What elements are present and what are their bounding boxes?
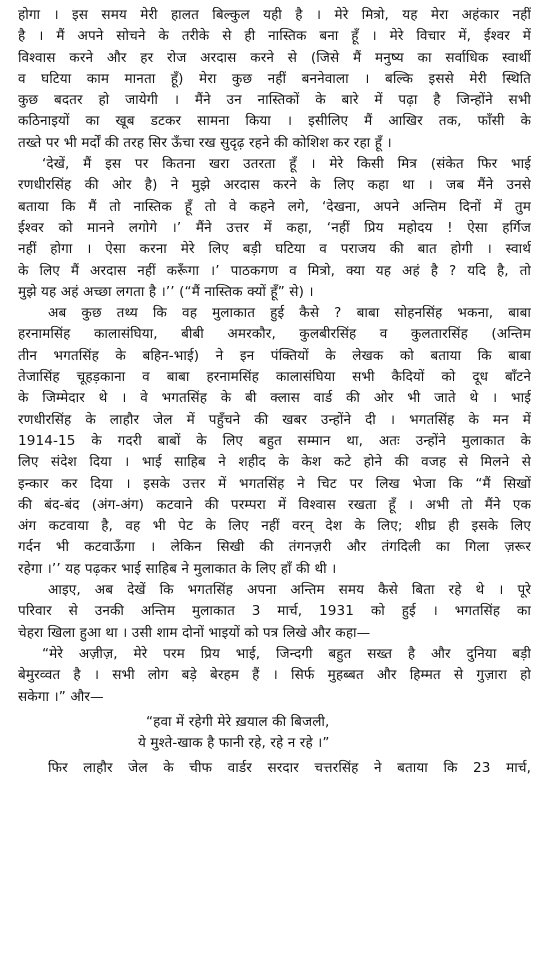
paragraph-atheism-reflection [18,5,531,154]
text-line: कठिनाइयों का खूब डटकर सामना किया । इसीलिए मैं आखिर तक, फाँसी के [18,113,531,130]
verse-line: ये मुश्ते-खाक है फानी रहे, रहे न रहे ।” [138,735,330,752]
text-line: के लिए मैं अरदास नहीं करूँगा ।’ पाठकगण व मित्रो, क्या यह अहं है ? यदि है, तो [18,262,531,279]
text-line: सकेगा ।” और— [18,688,104,705]
text-line: विश्वास करने और हर रोज अरदास करने से (जिसे मैं मनुष्य का सर्वाधिक स्वार्थी [18,49,531,66]
text-line: 1914-15 के गदरी बाबों के लिए बहुत सम्मान था, अतः उन्होंने मुलाकात के [18,432,531,449]
text-line: चेहरा खिला हुआ था । उसी शाम दोनों भाइयों को पत्र लिखे और कहा— [18,624,371,641]
text-line: लिए संदेश दिया । भाई साहिब ने शहीद के केश कटे होने की वजह से मिलने से [18,454,531,471]
text-line: तख्ते पर भी मर्दों की तरह सिर ऊँचा रख सुदृढ़ रहने की कोशिश कर रहा हूँ । [18,134,392,151]
text-line: बताया कि मैं तो नास्तिक हूँ तो वे कहने लगे, ‘देखना, अपने अन्तिम दिनों में तुम [18,198,531,215]
text-line: रणधीरसिंह की ओर है) ने मुझे अरदास करने के लिए कहा था । जब मैंने उनसे [18,177,531,194]
text-line: कुछ बदतर हो जायेगी । मैंने उन नास्तिकों के बारे में पढ़ा है जिन्होंने सभी [18,92,531,109]
text-line: तेजासिंह चूहड़काना व बाबा हरनामसिंह कालासंघिया सभी कैदियों को दूध बाँटने [18,369,531,386]
text-line: फिर लाहौर जेल के चीफ वार्डर सरदार चत्तरसिंह ने बताया कि 23 मार्च, [48,760,531,777]
paragraph-last-meeting [18,580,531,644]
paragraph-letter-quote [18,644,531,708]
text-line: तीन भगतसिंह के बहिन-भाई) ने इन पंक्तियों के लेखक को बताया कि बाबा [18,347,531,364]
text-line: “मेरे अज़ीज़, मेरे परम प्रिय भाई, जिन्दगी बहुत सख्त है और दुनिया बड़ी [42,645,531,662]
verse-line: “हवा में रहेगी मेरे ख़याल की बिजली, [146,713,330,730]
text-line: गर्दन भी कटवाऊँगा । लेकिन सिखी की तंगनज़री और तंगदिली का गिला ज़रूर [18,539,531,556]
text-line: अब कुछ तथ्य कि वह मुलाकात हुई कैसे ? बाबा सोहनसिंह भकना, बाबा [48,305,531,322]
text-line: नहीं होगा । ऐसा करना मेरे लिए बड़ी घटिया व पराजय की बात होगी । स्वार्थ [18,241,531,258]
paragraph-meeting-facts [18,303,531,580]
text-line: हरनामसिंह कालासंघिया, बीबी अमरकौर, कुलबीरसिंह व कुलतारसिंह (अन्तिम [18,326,531,343]
text-line: आइए, अब देखें कि भगतसिंह अपना अन्तिम समय कैसे बिता रहे थे । पूरे [48,582,531,599]
text-line: ‘देखें, मैं इस पर कितना खरा उतरता हूँ । मेरे किसी मित्र (संकेत फिर भाई [42,156,531,173]
text-line: मुझे यह अहं अच्छा लगता है ।’’ (“मैं नास्तिक क्यों हूँ” से) । [18,283,314,300]
text-line: रहेगा ।’’ यह पढ़कर भाई साहिब ने मुलाकात के लिए हाँ की थी । [18,560,337,577]
text-line: व घटिया काम मानता हूँ) मेरा कुछ नहीं बननेवाला । बल्कि इससे मेरी स्थिति [18,70,531,87]
text-line: है । मैं अपने सोचने के तरीके से ही नास्तिक बना हूँ । मेरे विचार में, ईश्वर में [18,28,531,45]
text-line: इन्कार कर दिया । इसके उत्तर में भगतसिंह ने चिट पर लिख भेजा कि “मैं सिखों [18,475,531,492]
text-line: के जिम्मेदार थे । वे भगतसिंह के बी क्लास वार्ड की ओर भी जाते थे । भाई [18,390,531,407]
paragraph-ardas-quote [18,154,531,303]
text-line: परिवार से उनकी अन्तिम मुलाकात 3 मार्च, 1931 को हुई । भगतसिंह का [18,603,531,620]
text-line: अंग कटवाया है, वह भी पेट के लिए नहीं वरन् देश के लिए; शीघ्र ही इसके लिए [18,518,531,535]
text-line: बेमुरव्वत है । सभी लोग बड़े बेरहम हैं । सिर्फ मुहब्बत और हिम्मत से गुज़ारा हो [18,667,531,684]
text-line: की बंद-बंद (अंग-अंग) कटवाने की परम्परा में विश्वास रखता हूँ । अभी तो मैंने एक [18,496,531,513]
text-line: होगा । इस समय मेरी हालत बिल्कुल यही है । मेरे मित्रो, यह मेरा अहंकार नहीं [18,7,531,23]
text-line: रणधीरसिंह के लाहौर जेल में पहुँचने की खबर उन्होंने दी । भगतसिंह के मन में [18,411,531,428]
paragraph-chief-warder [18,758,531,779]
text-line: ईश्वर को मानने लगोगे ।’ मैंने उत्तर में कहा, ‘नहीं प्रिय महोदय ! ऐसा हर्गिज [18,219,531,236]
verse-couplet [18,712,531,755]
